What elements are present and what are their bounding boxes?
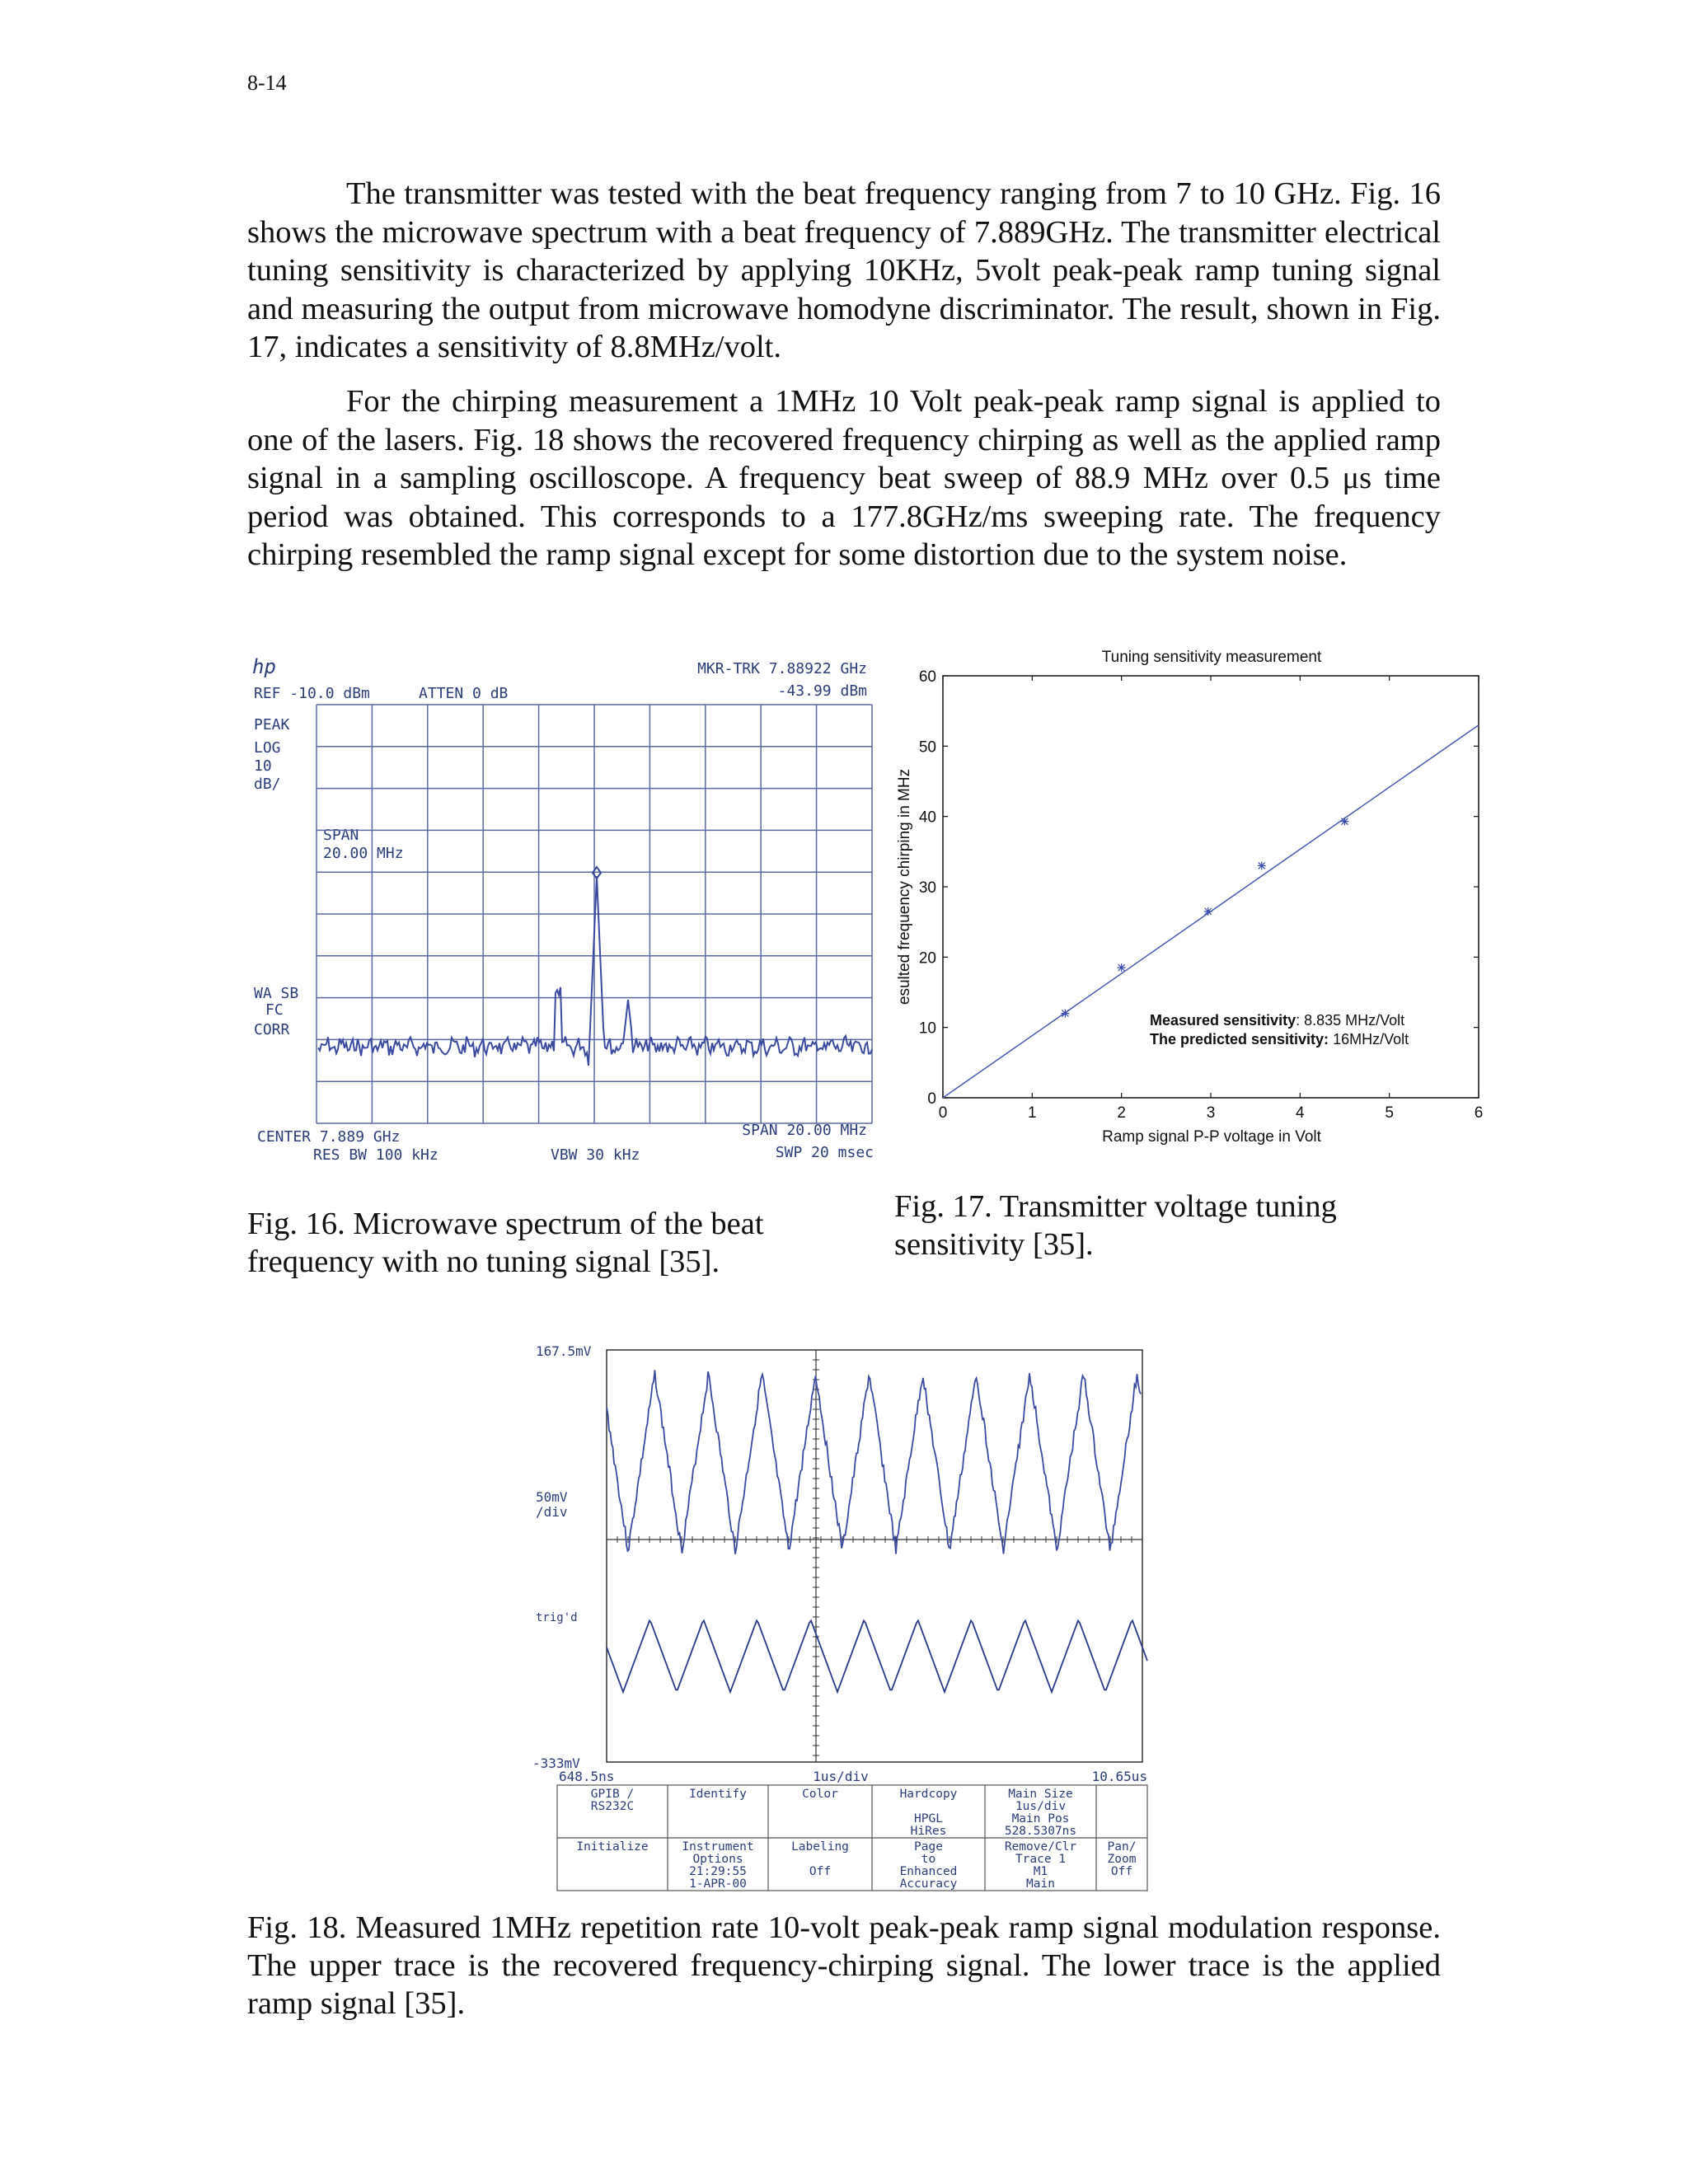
- paragraph-1: The transmitter was tested with the beat frequency ranging from 7 to 10 GHz. Fig. 16 shows the microwave spectrum with a beat frequency of 7.889GHz. The transmitter electrical tuning sensitivity is characterized by applying 10KHz, 5volt peak-peak ramp tuning signal and measuring the output from microwave homodyne discriminator. The result, shown in Fig. 17, indicates a sensitivity of 8.8MHz/volt.: [247, 176, 1441, 364]
- menu-key-label[interactable]: Hardcopy: [899, 1788, 958, 1801]
- scale-label: 50mV: [536, 1489, 568, 1505]
- menu-key-label[interactable]: 528.5307ns: [1004, 1825, 1077, 1838]
- predicted-sensitivity-note: The predicted sensitivity: 16MHz/Volt: [1150, 1031, 1409, 1047]
- menu-key-label[interactable]: to: [921, 1853, 936, 1866]
- hp-logo: hp: [252, 655, 276, 678]
- menu-key-label[interactable]: Remove/Clr: [1004, 1840, 1077, 1854]
- paragraph-2: For the chirping measurement a 1MHz 10 Volt peak-peak ramp signal is applied to one of the lasers. Fig. 18 shows the recovered frequency chirping as well as the applied ramp signal in a sampling oscilloscope. A frequency beat sweep of 88.9 MHz over 0.5 μs time period was obtained. This corresponds to a 177.8GHz/ms sweeping rate. The frequency chirping resembled the ramp signal except for some distortion due to the system noise.: [247, 384, 1441, 572]
- x-tick-label: 5: [1385, 1104, 1394, 1122]
- chirp-trace: [607, 1370, 1141, 1554]
- menu-key-label[interactable]: M1: [1033, 1865, 1048, 1878]
- data-point-marker: [1118, 963, 1126, 972]
- x-start-label: 648.5ns: [559, 1769, 615, 1784]
- menu-key-label[interactable]: RS232C: [590, 1800, 635, 1813]
- scope-frame: [607, 1350, 1142, 1762]
- menu-key-label[interactable]: Zoom: [1107, 1853, 1137, 1866]
- marker-freq-label: MKR-TRK 7.88922 GHz: [697, 660, 867, 677]
- data-point-marker: [1258, 861, 1266, 869]
- data-points: [1061, 818, 1348, 1018]
- menu-key-label[interactable]: Enhanced: [899, 1865, 958, 1878]
- data-point-marker: [1061, 1010, 1069, 1018]
- y-tick-label: 30: [918, 879, 936, 897]
- span-bottom-label: SPAN 20.00 MHz: [742, 1122, 867, 1139]
- menu-key-label[interactable]: HPGL: [914, 1812, 943, 1825]
- span-value-label: 20.00 MHz: [323, 845, 404, 862]
- x-tick-label: 1: [1028, 1104, 1037, 1122]
- scale-unit-label: /div: [536, 1504, 568, 1520]
- menu-key-label[interactable]: Page: [914, 1840, 943, 1854]
- spectrum-trace: [318, 876, 872, 1066]
- scope-softkey-menu: [557, 1785, 1147, 1891]
- menu-key-label[interactable]: Labeling: [791, 1840, 849, 1854]
- x-end-label: 10.65us: [1091, 1769, 1147, 1784]
- x-tick-label: 4: [1296, 1104, 1305, 1122]
- y-axis-label: esulted frequency chirping in MHz: [896, 768, 913, 1005]
- fc-label: FC: [265, 1001, 284, 1019]
- measured-sensitivity-note: Measured sensitivity: 8.835 MHz/Volt: [1150, 1012, 1405, 1029]
- trigger-label: trig'd: [536, 1611, 578, 1624]
- marker-level-label: -43.99 dBm: [777, 682, 867, 700]
- scope-grid: [607, 1350, 1142, 1762]
- peak-label: PEAK: [254, 716, 290, 733]
- data-point-marker: [1341, 818, 1349, 826]
- menu-key-label[interactable]: Identify: [689, 1788, 747, 1801]
- menu-key-label[interactable]: Main Pos: [1011, 1812, 1070, 1825]
- y-tick-label: 60: [918, 668, 936, 686]
- y-tick-label: 40: [918, 808, 936, 827]
- menu-key-label[interactable]: Main Size: [1008, 1788, 1073, 1801]
- y-tick-label: 50: [918, 738, 936, 757]
- ref-level-label: REF -10.0 dBm: [254, 685, 370, 702]
- x-div-label: 1us/div: [813, 1769, 869, 1784]
- y-tick-label: 10: [918, 1019, 936, 1038]
- vbw-label: VBW 30 kHz: [551, 1146, 640, 1164]
- res-bw-label: RES BW 100 kHz: [313, 1146, 438, 1164]
- fig17-caption: Fig. 17. Transmitter voltage tuning sensitivity [35].: [894, 1189, 1337, 1262]
- atten-label: ATTEN 0 dB: [419, 685, 509, 702]
- page-number: 8-14: [247, 71, 287, 95]
- menu-key-label[interactable]: 1us/div: [1015, 1800, 1067, 1813]
- fig16-caption: Fig. 16. Microwave spectrum of the beat frequency with no tuning signal [35].: [247, 1207, 764, 1279]
- log-unit-label: dB/: [254, 776, 281, 793]
- y-tick-label: 0: [927, 1090, 936, 1108]
- menu-key-label[interactable]: 1-APR-00: [689, 1877, 747, 1891]
- menu-key-label[interactable]: Main: [1026, 1877, 1055, 1891]
- fig17-chart: [894, 643, 1488, 1154]
- menu-key-label[interactable]: Initialize: [576, 1840, 649, 1854]
- x-tick-label: 0: [938, 1104, 948, 1122]
- x-tick-label: 2: [1117, 1104, 1126, 1122]
- center-freq-label: CENTER 7.889 GHz: [257, 1128, 401, 1146]
- chart-title: Tuning sensitivity measurement: [1101, 649, 1322, 666]
- y-tick-label: 20: [918, 949, 936, 968]
- fig18-oscilloscope-screen: [528, 1335, 1154, 1891]
- log-label: LOG: [254, 739, 281, 757]
- menu-key-label[interactable]: Off: [1110, 1865, 1133, 1878]
- menu-key-label[interactable]: Off: [809, 1865, 832, 1878]
- sweep-label: SWP 20 msec: [775, 1144, 874, 1161]
- data-point-marker: [1204, 907, 1212, 916]
- x-tick-label: 3: [1206, 1104, 1216, 1122]
- corr-label: CORR: [254, 1021, 290, 1038]
- top-voltage-label: 167.5mV: [536, 1343, 592, 1359]
- menu-key-label[interactable]: Accuracy: [899, 1877, 958, 1891]
- menu-key-label[interactable]: Pan/: [1107, 1840, 1137, 1854]
- x-axis-label: Ramp signal P-P voltage in Volt: [1102, 1128, 1321, 1146]
- menu-key-label[interactable]: GPIB /: [590, 1788, 635, 1801]
- fig16-spectrum-screen: [247, 654, 882, 1173]
- bottom-voltage-label: -333mV: [532, 1755, 580, 1771]
- span-label: SPAN: [323, 827, 359, 844]
- menu-key-label[interactable]: 21:29:55: [689, 1865, 747, 1878]
- menu-key-label[interactable]: Color: [802, 1788, 838, 1801]
- menu-key-label[interactable]: Instrument: [682, 1840, 754, 1854]
- log-scale-label: 10: [254, 757, 272, 775]
- x-axis-ticks: [939, 676, 1484, 1122]
- wa-sb-label: WA SB: [254, 985, 299, 1002]
- ramp-trace: [607, 1620, 1147, 1692]
- menu-key-label[interactable]: Options: [692, 1853, 743, 1866]
- menu-key-label[interactable]: HiRes: [910, 1825, 947, 1838]
- x-tick-label: 6: [1474, 1104, 1484, 1122]
- menu-key-label[interactable]: Trace 1: [1015, 1853, 1067, 1866]
- fig18-caption: Fig. 18. Measured 1MHz repetition rate 10-volt peak-peak ramp signal modulation response. The upper trace is the recovered frequency-chirping signal. The lower trace is the applied ramp signal [35].: [247, 1910, 1441, 2021]
